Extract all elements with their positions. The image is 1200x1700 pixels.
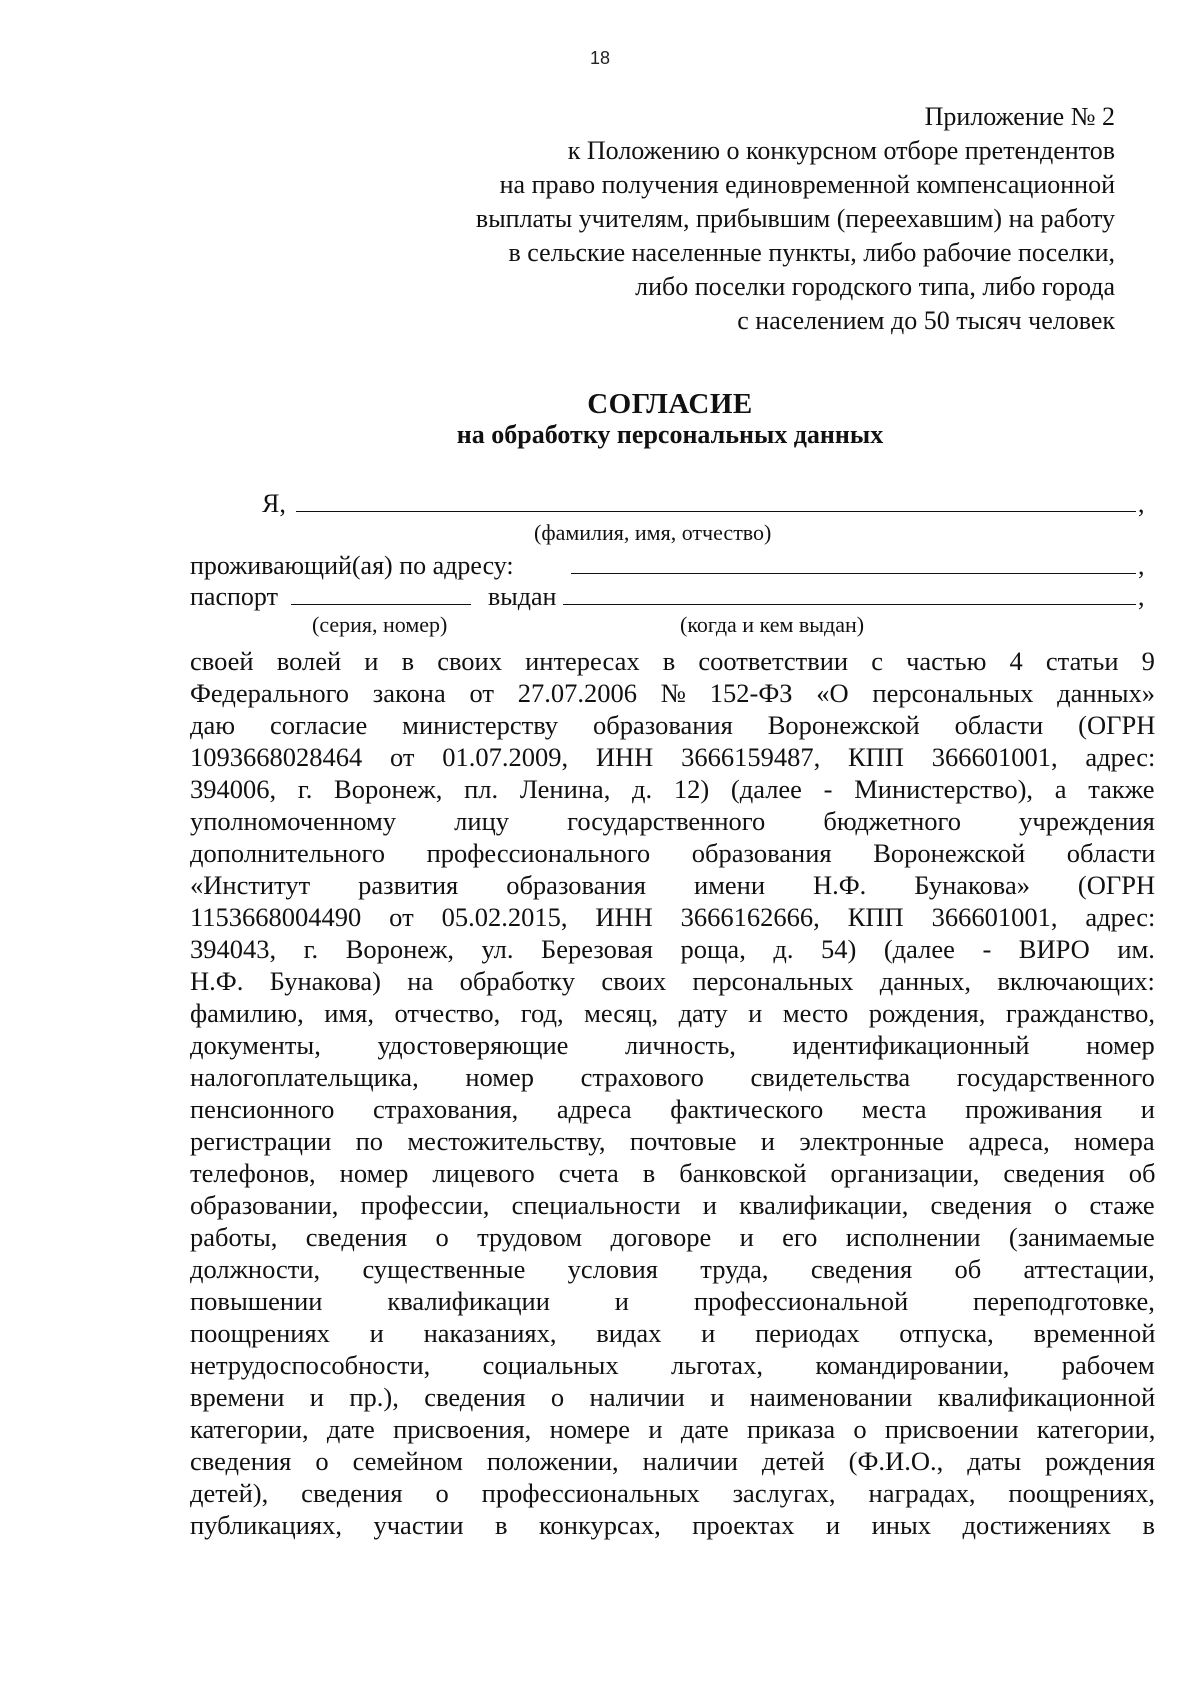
appendix-line: к Положению о конкурсном отборе претендентов [567,136,1115,165]
body-line: 394043, г. Воронеж, ул. Березовая роща, д. 54) (далее - ВИРО им. [190,934,1155,964]
document-title: СОГЛАСИЕ [587,388,753,420]
body-line: даю согласие министерству образования Воронежской области (ОГРН [190,710,1155,740]
body-line: уполномоченному лицу государственного бюджетного учреждения [190,806,1155,836]
body-line: 394006, г. Воронеж, пл. Ленина, д. 12) (далее - Министерство), а также [190,774,1155,804]
comma: , [1138,551,1145,580]
issued-fill-line[interactable] [563,604,1136,605]
body-line: должности, существенные условия труда, сведения об аттестации, [190,1254,1155,1284]
comma: , [1138,582,1145,611]
body-line: дополнительного профессионального образования Воронежской области [190,838,1155,868]
address-row [190,549,1155,583]
passport-hint: (серия, номер) [312,612,448,637]
name-row [190,487,1155,521]
body-line: времени и пр.), сведения о наличии и наименовании квалификационной [190,1382,1155,1412]
appendix-line: выплаты учителям, прибывшим (переехавшим) на работу [475,204,1115,233]
body-line: поощрениях и наказаниях, видах и периодах отпуска, временной [190,1318,1155,1348]
name-hint: (фамилия, имя, отчество) [534,520,772,545]
body-line: регистрации по местожительству, почтовые и электронные адреса, номера [190,1126,1155,1156]
body-line: повышении квалификации и профессиональной переподготовке, [190,1286,1155,1316]
body-line: «Институт развития образования имени Н.Ф. Бунакова» (ОГРН [190,870,1155,900]
body-line: 1093668028464 от 01.07.2009, ИНН 3666159487, КПП 366601001, адрес: [190,742,1155,772]
document-subtitle: на обработку персональных данных [456,420,884,449]
body-line: 1153668004490 от 05.02.2015, ИНН 3666162666, КПП 366601001, адрес: [190,902,1155,932]
passport-fill-line[interactable] [291,604,471,605]
page-number: 18 [589,48,611,68]
issued-label: выдан [488,582,557,611]
body-line: образовании, профессии, специальности и квалификации, сведения о стаже [190,1190,1155,1220]
body-line: сведения о семейном положении, наличии детей (Ф.И.О., даты рождения [190,1446,1155,1476]
body-line: своей волей и в своих интересах в соответствии с частью 4 статьи 9 [190,646,1155,676]
body-line: телефонов, номер лицевого счета в банковской организации, сведения об [190,1158,1155,1188]
passport-row [190,580,1155,614]
body-line: работы, сведения о трудовом договоре и его исполнении (занимаемые [190,1222,1155,1252]
appendix-line: на право получения единовременной компенсационной [499,170,1115,199]
appendix-line: в сельские населенные пункты, либо рабочие поселки, [508,238,1115,267]
body-line: публикациях, участии в конкурсах, проектах и иных достижениях в [190,1510,1155,1540]
body-line: категории, дате присвоения, номере и дате приказа о присвоении категории, [190,1414,1155,1444]
comma: , [1138,489,1145,518]
body-line: документы, удостоверяющие личность, идентификационный номер [190,1030,1155,1060]
name-fill-line[interactable] [296,511,1136,512]
body-line: нетрудоспособности, социальных льготах, командировании, рабочем [190,1350,1155,1380]
passport-label: паспорт [190,582,278,611]
body-line: фамилию, имя, отчество, год, месяц, дату и место рождения, гражданство, [190,998,1155,1028]
body-line: Н.Ф. Бунакова) на обработку своих персональных данных, включающих: [190,966,1155,996]
appendix-line: либо поселки городского типа, либо города [635,272,1115,301]
body-line: детей), сведения о профессиональных заслугах, наградах, поощрениях, [190,1478,1155,1508]
body-line: налогоплательщика, номер страхового свидетельства государственного [190,1062,1155,1092]
address-label: проживающий(ая) по адресу: [190,551,514,580]
body-line: пенсионного страхования, адреса фактического места проживания и [190,1094,1155,1124]
address-fill-line[interactable] [571,573,1136,574]
appendix-line: с населением до 50 тысяч человек [737,306,1115,335]
appendix-line: Приложение № 2 [924,102,1115,131]
consent-body [190,645,1155,1541]
appendix-header [355,100,1115,338]
body-line: Федерального закона от 27.07.2006 № 152-ФЗ «О персональных данных» [190,678,1155,708]
name-label: Я, [262,489,286,518]
issued-hint: (когда и кем выдан) [680,612,865,637]
